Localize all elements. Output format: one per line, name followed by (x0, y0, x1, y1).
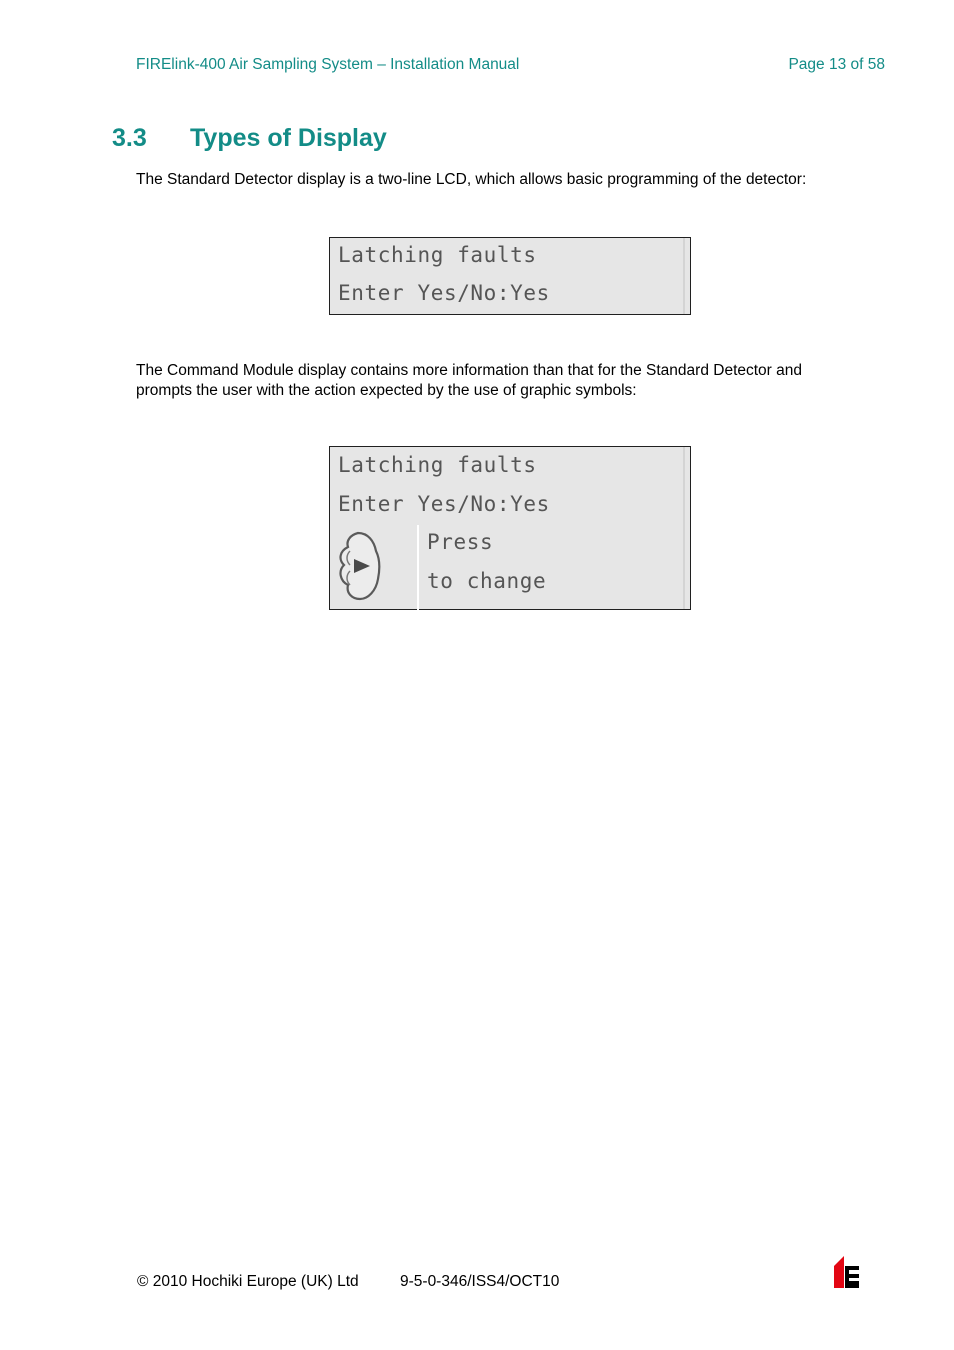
lcd-line-2: Enter Yes/No:Yes (338, 281, 550, 305)
command-module-lcd (329, 446, 691, 610)
standard-detector-lcd (329, 237, 691, 315)
standard-display-description: The Standard Detector display is a two-line LCD, which allows basic programming of the detector: (136, 171, 807, 188)
command-display-description: The Command Module display contains more information than that for the Standard Detector and prompts the user with the action expected by the use of graphic symbols: (136, 362, 803, 399)
footer-doc-ref: 9-5-0-346/ISS4/OCT10 (400, 1273, 560, 1290)
document-header-title: FIRElink-400 Air Sampling System – Installation Manual (136, 56, 520, 73)
lcd-line-1: Latching faults (338, 243, 537, 267)
page-number: Page 13 of 58 (788, 56, 885, 73)
lcd-prompt-line-1: Press (427, 530, 494, 554)
hochiki-logo-icon (832, 1254, 860, 1290)
lcd-edge (683, 238, 685, 314)
footer-copyright: © 2010 Hochiki Europe (UK) Ltd (137, 1273, 359, 1290)
lcd-line-1: Latching faults (338, 453, 537, 477)
lcd-edge (683, 447, 685, 609)
lcd-divider (417, 525, 419, 610)
section-title: Types of Display (190, 124, 387, 152)
lcd-prompt-line-2: to change (427, 569, 547, 593)
lcd-line-2: Enter Yes/No:Yes (338, 492, 550, 516)
navigation-button-right-icon (336, 529, 384, 603)
section-heading (112, 124, 387, 153)
section-number: 3.3 (112, 124, 147, 152)
